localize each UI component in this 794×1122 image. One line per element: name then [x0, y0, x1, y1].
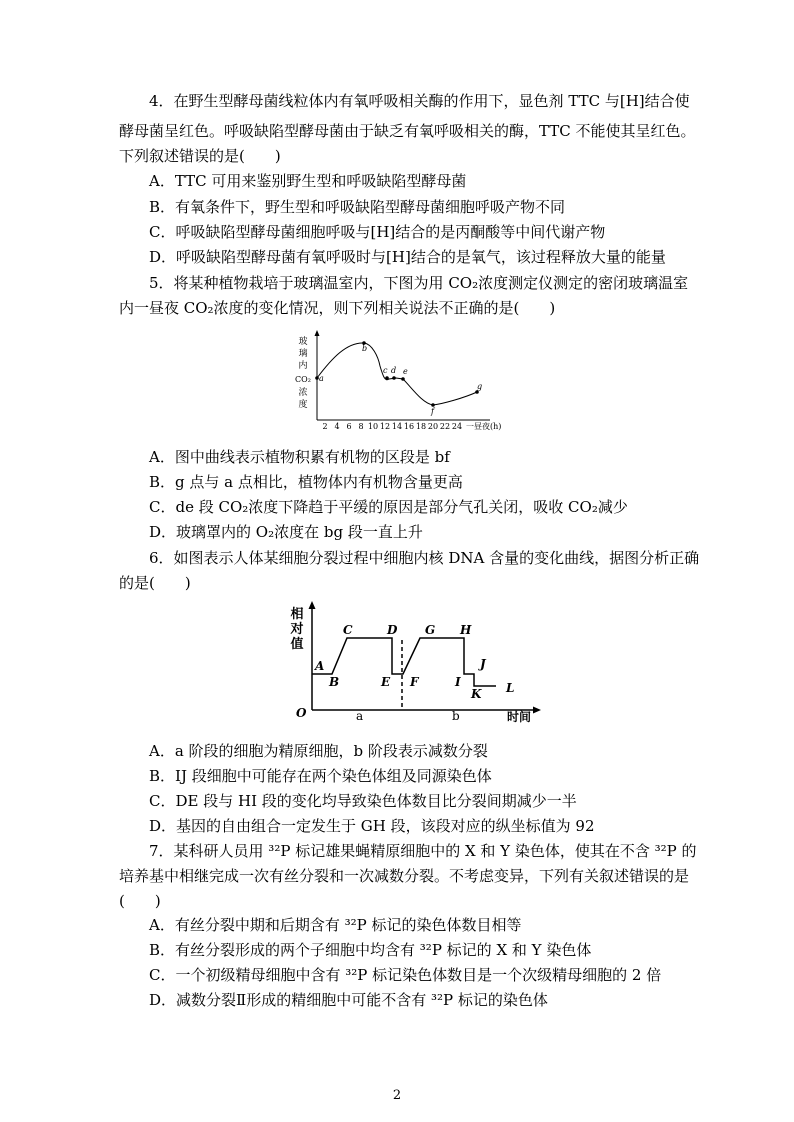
dna-label-H: H	[460, 623, 472, 637]
co2-label-a: a	[319, 374, 324, 383]
co2-xtick: 16	[403, 422, 415, 431]
co2-ylabel-char: CO₂	[295, 375, 311, 384]
q5-option-c: C．de 段 CO₂浓度下降趋于平缓的原因是部分气孔关闭，吸收 CO₂减少	[149, 498, 628, 516]
co2-xtick: 12	[379, 422, 391, 431]
q6-option-d: D．基因的自由组合一定发生于 GH 段，该段对应的纵坐标值为 92	[149, 817, 595, 835]
dna-label-L: L	[506, 681, 515, 695]
dna-curve	[312, 638, 496, 686]
dna-y-arrow	[309, 601, 316, 609]
dna-label-J: J	[480, 657, 486, 671]
dna-ylabel	[289, 606, 303, 652]
co2-label-d: d	[391, 366, 397, 375]
q4-option-b: B．有氧条件下，野生型和呼吸缺陷型酵母菌细胞呼吸产物不同	[149, 198, 566, 216]
co2-label-b: b	[362, 344, 368, 353]
q4-option-a: A．TTC 可用来鉴别野生型和呼吸缺陷型酵母菌	[149, 172, 467, 190]
q6-stem-line1: 6．如图表示人体某细胞分裂过程中细胞内核 DNA 含量的变化曲线，据图分析正确	[149, 549, 700, 567]
dna-label-E: E	[381, 675, 391, 689]
page-number: 2	[392, 1088, 402, 1103]
q5-stem-line1: 5．将某种植物栽培于玻璃温室内，下图为用 CO₂浓度测定仪测定的密闭玻璃温室	[149, 274, 689, 292]
q5-option-a: A．图中曲线表示植物积累有机物的区段是 bf	[149, 448, 450, 466]
dna-ylabel-char: 对	[290, 622, 304, 637]
q6-stem-line2: 的是( )	[119, 574, 191, 592]
q5-option-d: D．玻璃罩内的 O₂浓度在 bg 段一直上升	[149, 523, 423, 541]
co2-point-labels	[319, 344, 482, 416]
q4-stem-line2: 酵母菌呈红色。呼吸缺陷型酵母菌由于缺乏有氧呼吸相关的酶，TTC 不能使其呈红色。	[119, 122, 696, 140]
co2-ylabel-char: 浓	[298, 388, 308, 398]
q5-option-b: B．g 点与 a 点相比，植物体内有机物含量更高	[149, 473, 463, 491]
co2-xtick: 24	[451, 422, 463, 431]
co2-ylabel-char: 内	[298, 361, 308, 371]
dna-label-F: F	[410, 675, 419, 689]
dna-ylabel-char: 值	[290, 637, 304, 652]
co2-concentration-figure	[292, 328, 532, 438]
co2-point-d	[392, 376, 396, 380]
co2-xlabel: 一昼夜(h)	[466, 422, 502, 431]
dna-point-labels	[314, 623, 514, 701]
dna-label-K: K	[471, 687, 482, 701]
co2-points	[315, 341, 479, 407]
dna-label-G: G	[425, 623, 436, 637]
q7-option-a: A．有丝分裂中期和后期含有 ³²P 标记的染色体数目相等	[149, 916, 522, 934]
q4-option-c: C．呼吸缺陷型酵母菌细胞呼吸与[H]结合的是丙酮酸等中间代谢产物	[149, 223, 606, 241]
co2-ylabel-char: 璃	[298, 349, 308, 359]
co2-label-c: c	[383, 366, 388, 375]
q7-option-d: D．减数分裂Ⅱ形成的精细胞中可能不含有 ³²P 标记的染色体	[149, 991, 548, 1009]
co2-xtick: 18	[415, 422, 427, 431]
dna-stage-b: b	[452, 709, 460, 723]
co2-xtick: 4	[334, 422, 340, 431]
q4-stem-line3: 下列叙述错误的是( )	[119, 147, 281, 165]
co2-point-c	[385, 376, 389, 380]
dna-origin: O	[296, 706, 307, 720]
q4-option-d: D．呼吸缺陷型酵母菌有氧呼吸时与[H]结合的是氧气，该过程释放大量的能量	[149, 248, 666, 266]
co2-label-e: e	[403, 367, 408, 376]
q6-option-c: C．DE 段与 HI 段的变化均导致染色体数目比分裂间期减少一半	[149, 792, 577, 810]
dna-stage-a: a	[356, 709, 364, 723]
co2-y-arrow	[315, 330, 320, 336]
dna-label-B: B	[329, 675, 340, 689]
co2-label-g: g	[477, 382, 483, 391]
dna-content-figure	[285, 600, 550, 730]
co2-xtick: 6	[346, 422, 352, 431]
q5-stem-line2: 内一昼夜 CO₂浓度的变化情况，则下列相关说法不正确的是( )	[119, 299, 556, 317]
q7-option-b: B．有丝分裂形成的两个子细胞中均含有 ³²P 标记的 X 和 Y 染色体	[149, 941, 592, 959]
dna-xlabel: 时间	[507, 710, 532, 724]
co2-xtick: 22	[439, 422, 451, 431]
q4-stem-line1: 4．在野生型酵母菌线粒体内有氧呼吸相关酶的作用下，显色剂 TTC 与[H]结合使	[149, 92, 690, 110]
co2-ylabel-char: 玻	[298, 337, 308, 347]
dna-ylabel-char: 相	[290, 607, 304, 622]
dna-label-D: D	[387, 623, 398, 637]
co2-xtick: 20	[427, 422, 439, 431]
co2-point-e	[401, 377, 405, 381]
q7-stem-line1: 7．某科研人员用 ³²P 标记雄果蝇精原细胞中的 X 和 Y 染色体，使其在不含 ³²P 的	[149, 842, 697, 860]
q7-stem-line3: ( )	[119, 892, 161, 910]
co2-xtick: 8	[358, 422, 364, 431]
co2-xtick: 2	[322, 422, 328, 431]
dna-label-A: A	[315, 659, 325, 673]
dna-x-arrow	[533, 707, 541, 714]
dna-label-C: C	[343, 623, 353, 637]
co2-label-f: f	[431, 407, 434, 416]
q6-option-b: B．IJ 段细胞中可能存在两个染色体组及同源染色体	[149, 767, 492, 785]
q7-option-c: C．一个初级精母细胞中含有 ³²P 标记染色体数目是一个次级精母细胞的 2 倍	[149, 966, 662, 984]
co2-ylabel-char: 度	[298, 400, 308, 410]
co2-xtick: 14	[391, 422, 403, 431]
q7-stem-line2: 培养基中相继完成一次有丝分裂和一次减数分裂。不考虑变异，下列有关叙述错误的是	[119, 867, 690, 885]
co2-xtick: 10	[367, 422, 379, 431]
dna-label-I: I	[455, 675, 461, 689]
q6-option-a: A．a 阶段的细胞为精原细胞，b 阶段表示减数分裂	[149, 742, 488, 760]
co2-curve	[317, 343, 477, 405]
co2-xticks	[322, 422, 462, 431]
